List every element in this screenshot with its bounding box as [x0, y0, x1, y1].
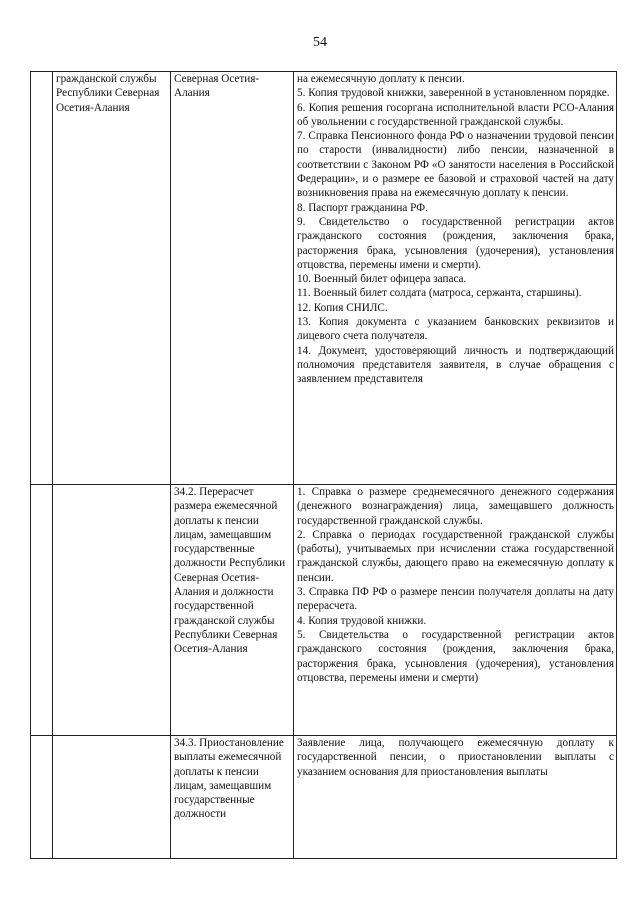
document-item: 11. Военный билет солдата (матроса, сержанта, старшины).	[297, 287, 582, 300]
table-row	[31, 72, 617, 485]
service-provider-cell: гражданской службы Республики Северная Осетия-Алания	[53, 72, 171, 485]
documents-cell	[294, 72, 617, 485]
table-row	[31, 485, 617, 736]
documents-cell	[294, 485, 617, 736]
document-item: 5. Копия трудовой книжки, заверенной в установленном порядке.	[297, 87, 610, 100]
document-item: 10. Военный билет офицера запаса.	[297, 273, 467, 286]
document-item: 14. Документ, удостоверяющий личность и подтверждающий полномочия представителя заявителя, в случае обращения с заявлением представителя	[297, 344, 614, 386]
service-name-cell: Северная Осетия-Алания	[171, 72, 294, 485]
service-name-cell: 34.2. Перерасчет размера ежемесячной доплаты к пенсии лицам, замещавшим государственные должности Республики Северная Осетия-Алания и должности государственной гражданской службы Республики Северная Осетия-Алания	[171, 485, 294, 736]
document-item: Заявление лица, получающего ежемесячную доплату к государственной пенсии, о приостановлении выплаты с указанием основания для приостановления выплаты	[297, 737, 614, 778]
document-item: 6. Копия решения госоргана исполнительной власти РСО-Алания об увольнении с государственной гражданской службы.	[297, 101, 614, 128]
document-item: на ежемесячную доплату к пенсии.	[297, 73, 465, 85]
document-item: 2. Справка о периодах государственной гражданской службы (работы), учитываемых при исчислении стажа государственной гражданской службы, дающего право на ежемесячную доплату к пенсии.	[297, 528, 614, 584]
documents-cell	[294, 736, 617, 859]
service-provider-cell	[53, 736, 171, 859]
row-number-cell	[31, 72, 53, 485]
document-item: 3. Справка ПФ РФ о размере пенсии получателя доплаты на дату перерасчета.	[297, 586, 614, 613]
document-item: 7. Справка Пенсионного фонда РФ о назначении трудовой пенсии по старости (инвалидности) либо пенсии, назначенной в соответствии с Законом РФ «О занятости населения в Российской Федерации», и о размере ее базовой и страховой частей на дату возникновения права на ежемесячную доплату к пенсии.	[297, 130, 614, 200]
document-item: 13. Копия документа с указанием банковских реквизитов и лицевого счета получателя.	[297, 316, 614, 343]
table-row	[31, 736, 617, 859]
service-name-cell: 34.3. Приостановление выплаты ежемесячной доплаты к пенсии лицам, замещавшим государственные должности	[171, 736, 294, 859]
document-item: 9. Свидетельство о государственной регистрации актов гражданского состояния (рождения, заключения брака, расторжения брака, усыновления (удочерения), установления отцовства, перемены имени и смерти).	[297, 215, 614, 271]
service-provider-cell	[53, 485, 171, 736]
document-item: 12. Копия СНИЛС.	[297, 301, 388, 314]
row-number-cell	[31, 485, 53, 736]
page-number: 54	[313, 35, 327, 50]
document-item: 1. Справка о размере среднемесячного денежного содержания (денежного вознаграждения) лица, замещавшего должность государственной гражданской службы.	[297, 486, 614, 527]
document-item: 4. Копия трудовой книжки.	[297, 614, 427, 627]
document-item: 5. Свидетельства о государственной регистрации актов гражданского состояния (рождения, заключения брака, расторжения брака, усыновления (удочерения), установления отцовства, перемены имени и смерти)	[297, 628, 614, 684]
document-item: 8. Паспорт гражданина РФ.	[297, 201, 428, 214]
row-number-cell	[31, 736, 53, 859]
services-table	[30, 71, 617, 859]
